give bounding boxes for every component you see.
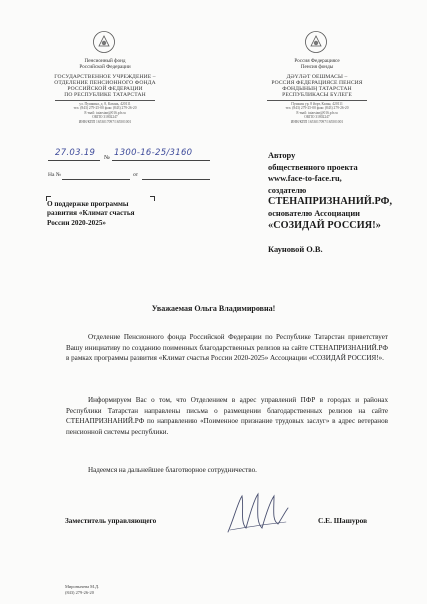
subject-block: [47, 200, 157, 228]
signatory-position: Заместитель управляющего: [65, 517, 157, 525]
right-fund-line-2: Пенсия фонды: [300, 64, 334, 71]
left-contact-line-4: ОКПО 31802247: [92, 115, 118, 120]
left-header: [40, 58, 170, 125]
left-org-line-4: ПО РЕСПУБЛИКЕ ТАТАРСТАН: [64, 92, 146, 99]
right-fund-line-1: Россия Федерациясе: [294, 58, 340, 64]
right-contact-line-3: E-mail: tatarstan@016.pfr.ru: [296, 110, 338, 115]
body-paragraph-2: Информируем Вас о том, что Отделением в адрес управлений ПФР в городах и районах Республики Татарстан направлены письма о размещении благодарственных релизов на сайте СТЕНАПРИЗНАНИЙ.РФ по направлению «Поименное признание трудовых заслуг» в адрес ветеранов пенсионной системы республики.: [66, 396, 388, 436]
body-paragraph-1: Отделение Пенсионного фонда Российской Федерации по Республике Татарстан приветствует Вашу инициативу по созданию поименных благодарственных релизов на сайте СТЕНАПРИЗНАНИЙ.РФ в рамках программы развития «Климат счастья России 2020-2025» Ассоциации «СОЗИДАЙ РОССИЯ!».: [66, 333, 388, 363]
executor-phone: (843) 279-26-20: [65, 589, 94, 595]
body-paragraph-1-block: [66, 332, 388, 364]
addressee-line-4: создателю: [268, 185, 307, 195]
addressee-line-5: основателю Ассоциации: [268, 209, 361, 219]
left-org-line-1: ГОСУДАРСТВЕННОЕ УЧРЕЖДЕНИЕ –: [54, 73, 156, 80]
number-underline: [112, 160, 210, 161]
right-contact-line-1: Пушкин ур. 8 йорт, Казан, 420111: [291, 101, 343, 106]
ot-label: от: [133, 172, 139, 178]
body-paragraph-3-block: [66, 465, 388, 476]
left-fund-line-2: Российской Федерации: [79, 64, 131, 71]
addressee-line-3: www.face-to-face.ru,: [268, 174, 342, 184]
left-fund-line-1: Пенсионный фонд: [84, 58, 126, 64]
right-contact-line-2: тел. (843) 279-25-00 факс (843) 279-26-20: [285, 106, 349, 111]
body-paragraph-3: Надеемся на дальнейшее благотворное сотрудничество.: [88, 466, 257, 474]
left-contact-line-2: тел. (843) 279-25-00 факс (843) 279-26-20: [73, 106, 137, 111]
addressee-line-1: Автору: [268, 151, 296, 160]
na-label: На №: [48, 172, 62, 178]
recipient-name: Кауновой О.В.: [268, 244, 323, 254]
pfr-emblem-left-icon: [92, 30, 116, 54]
handwritten-signature-icon: [222, 488, 292, 538]
subject-line-3: России 2020-2025»: [47, 218, 107, 227]
pfr-emblem-right-icon: [304, 30, 328, 54]
right-org-line-4: РЕСПУБЛИКАСЫ БҮЛЕГЕ: [282, 92, 352, 99]
executor-block: [65, 584, 99, 595]
right-org-line-2: РОССИЯ ФЕДЕРАЦИЯСЕ ПЕНСИЯ: [271, 80, 363, 87]
signatory-name: С.Е. Шашуров: [318, 516, 368, 525]
left-header-rule: [55, 100, 155, 101]
subject-line-2: развития «Климат счастья: [47, 209, 135, 218]
right-org-line-3: ФОНДЫНЫҢ ТАТАРСТАН: [282, 86, 352, 93]
left-org-line-3: РОССИЙСКОЙ ФЕДЕРАЦИИ: [67, 86, 143, 93]
left-org-line-2: ОТДЕЛЕНИЕ ПЕНСИОННОГО ФОНДА: [54, 80, 156, 87]
greeting: Уважаемая Ольга Владимировна!: [151, 304, 276, 313]
addressee-line-2: общественного проекта: [268, 162, 358, 172]
association-name: «СОЗИДАЙ РОССИЯ!»: [268, 219, 381, 231]
left-contact-line-5: ИНН/КПП 1653017097/165501001: [78, 120, 132, 124]
ot-underline: [142, 179, 210, 180]
addressee-block: [268, 150, 418, 256]
right-contact-line-5: ИНН/КПП 1653017097/165501001: [290, 120, 344, 124]
project-name: СТЕНАПРИЗНАНИЙ.РФ,: [268, 196, 393, 208]
left-contact-line-1: ул. Пушкина, д. 8, Казань, 420111: [79, 101, 131, 106]
right-header-rule: [267, 100, 367, 101]
handwritten-date: 27.03.19: [55, 148, 96, 158]
handwritten-number: 1300-16-25/3160: [114, 148, 193, 158]
left-contact-line-3: E-mail: tatarstan@016.pfr.ru: [84, 110, 126, 115]
right-header: [252, 58, 382, 125]
body-paragraph-2-block: [66, 395, 388, 437]
date-underline: [48, 160, 100, 161]
subject-line-1: О поддержке программы: [47, 200, 129, 208]
executor-name: Миронычева М.Д.: [65, 584, 100, 589]
right-org-line-1: ДӘҮЛӘТ ОЕШМАСЫ –: [286, 73, 348, 80]
number-sign: №: [104, 155, 110, 161]
na-underline: [62, 179, 130, 180]
right-contact-line-4: ОКПО 31802247: [304, 115, 330, 120]
